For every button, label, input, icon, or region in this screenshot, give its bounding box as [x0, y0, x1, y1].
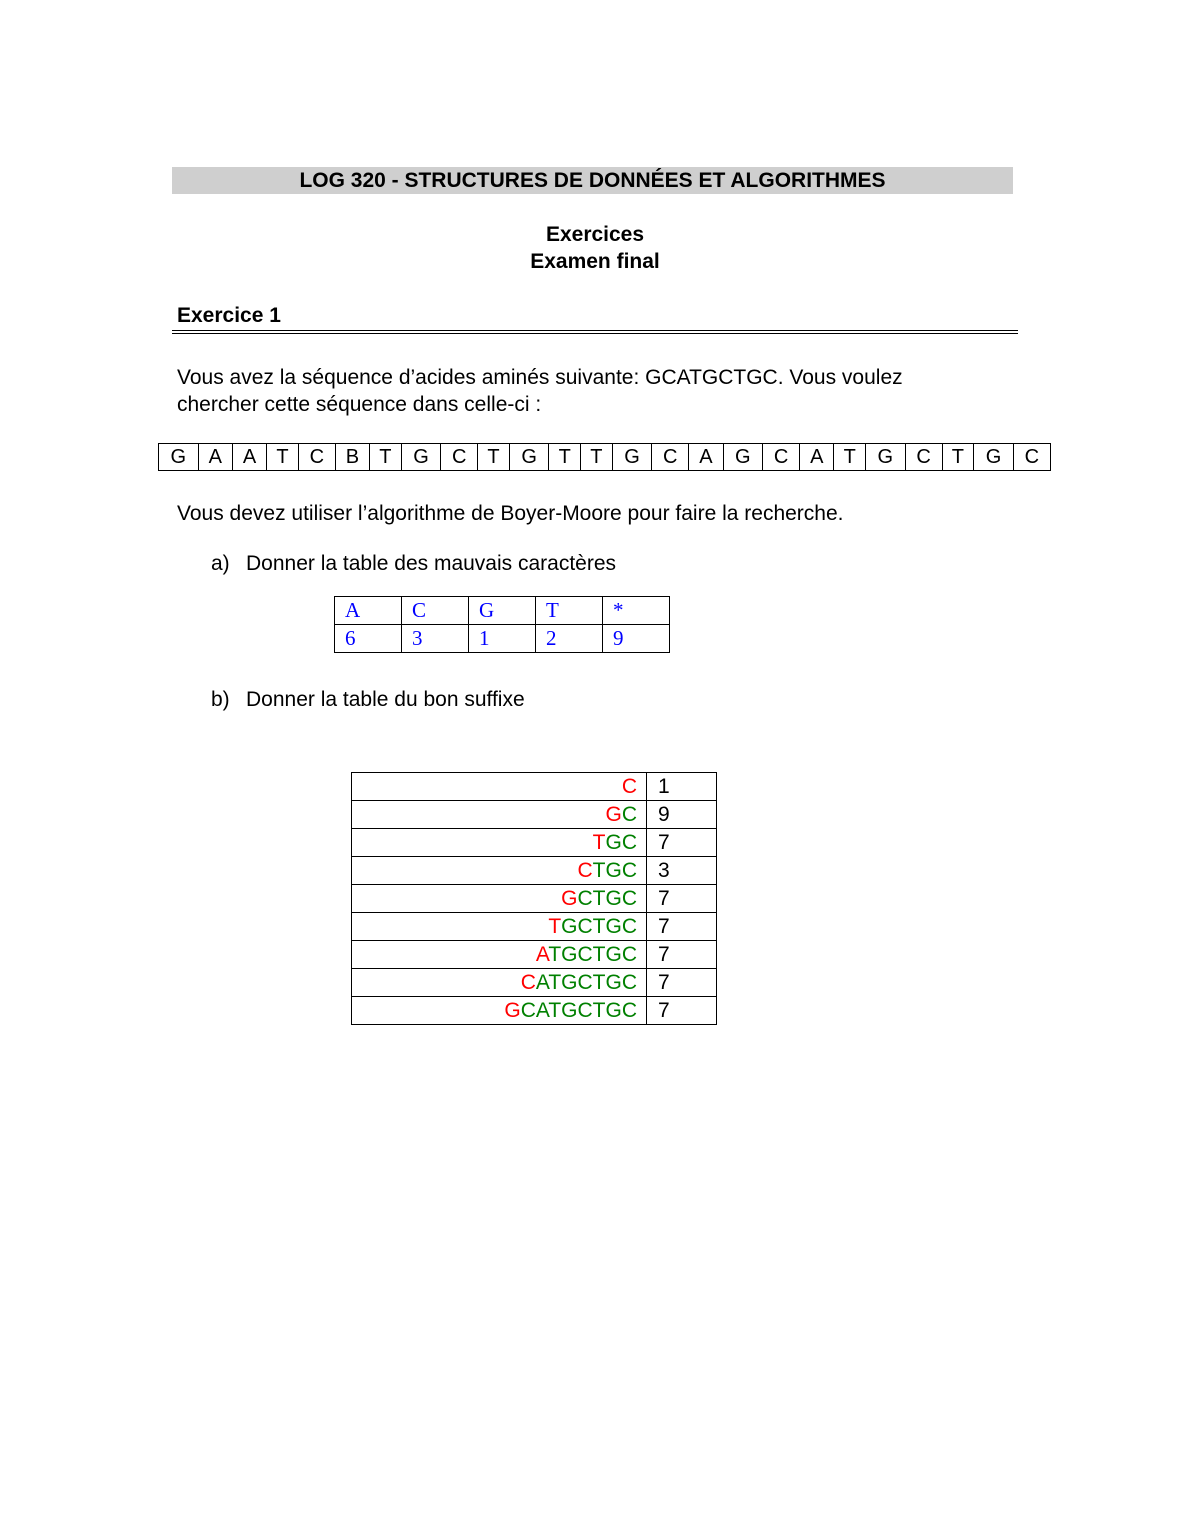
exercise-title: Exercice 1 [177, 304, 281, 327]
sequence-row [159, 444, 1051, 471]
mismatch-char: G [605, 803, 622, 826]
intro-line-1: Vous avez la séquence d’acides aminés suivante: GCATGCTGC. Vous voulez [177, 366, 903, 389]
bad-char-symbol: G [469, 597, 536, 625]
good-suffix-row [352, 969, 717, 997]
suffix-cell [352, 773, 647, 801]
good-suffix-row [352, 857, 717, 885]
instruction-text: Vous devez utiliser l’algorithme de Boyer-Moore pour faire la recherche. [177, 502, 844, 525]
sequence-cell: G [401, 444, 441, 471]
sequence-cell: C [1013, 444, 1050, 471]
mismatch-char: G [504, 999, 521, 1022]
suffix-shift: 7 [647, 913, 717, 941]
matched-suffix: ATGCTGC [535, 971, 637, 994]
bad-char-symbol: T [536, 597, 603, 625]
sequence-cell: A [232, 444, 266, 471]
sequence-cell: T [942, 444, 974, 471]
suffix-shift: 3 [647, 857, 717, 885]
sequence-cell: G [723, 444, 763, 471]
sequence-cell: C [652, 444, 689, 471]
sequence-cell: A [800, 444, 834, 471]
question-b-label: b) [211, 688, 230, 711]
sequence-cell: G [612, 444, 652, 471]
question-b [211, 688, 525, 712]
course-title: LOG 320 - STRUCTURES DE DONNÉES ET ALGORITHMES [172, 167, 1013, 194]
sequence-cell: G [866, 444, 906, 471]
matched-suffix: GC [605, 831, 637, 854]
good-suffix-row [352, 773, 717, 801]
good-suffix-table [351, 772, 717, 1025]
sequence-cell: T [581, 444, 613, 471]
question-b-text: Donner la table du bon suffixe [246, 688, 525, 711]
bad-char-symbol: A [335, 597, 402, 625]
sequence-cell: T [834, 444, 866, 471]
bad-char-shift: 1 [469, 625, 536, 653]
mismatch-char: C [621, 775, 637, 798]
suffix-shift: 7 [647, 997, 717, 1025]
sequence-cell: T [267, 444, 299, 471]
bad-char-shift: 3 [402, 625, 469, 653]
mismatch-char: C [520, 971, 536, 994]
bad-char-shift: 6 [335, 625, 402, 653]
sequence-cell: G [159, 444, 199, 471]
matched-suffix: TGC [592, 859, 637, 882]
sequence-cell: G [509, 444, 549, 471]
title-underline [172, 330, 1018, 331]
search-sequence-table [158, 443, 1051, 471]
bad-char-header-row [335, 597, 670, 625]
good-suffix-row [352, 913, 717, 941]
suffix-cell [352, 857, 647, 885]
sequence-cell: C [298, 444, 335, 471]
question-a [211, 552, 616, 576]
title-underline-2 [172, 333, 1018, 334]
question-a-label: a) [211, 552, 230, 575]
good-suffix-row [352, 801, 717, 829]
good-suffix-row [352, 941, 717, 969]
sequence-cell: C [441, 444, 478, 471]
good-suffix-row [352, 829, 717, 857]
suffix-cell [352, 997, 647, 1025]
suffix-shift: 7 [647, 941, 717, 969]
bad-character-table [334, 596, 670, 653]
sequence-cell: B [335, 444, 369, 471]
suffix-shift: 9 [647, 801, 717, 829]
suffix-cell [352, 913, 647, 941]
suffix-shift: 1 [647, 773, 717, 801]
good-suffix-row [352, 885, 717, 913]
matched-suffix: CTGC [577, 887, 637, 910]
suffix-cell [352, 829, 647, 857]
matched-suffix: C [621, 803, 637, 826]
bad-char-symbol: C [402, 597, 469, 625]
bad-char-values-row [335, 625, 670, 653]
sequence-cell: T [549, 444, 581, 471]
suffix-shift: 7 [647, 829, 717, 857]
suffix-cell [352, 801, 647, 829]
bad-char-shift: 9 [603, 625, 670, 653]
mismatch-char: C [577, 859, 593, 882]
suffix-shift: 7 [647, 885, 717, 913]
sequence-cell: G [974, 444, 1014, 471]
mismatch-char: A [535, 943, 549, 966]
suffix-cell [352, 969, 647, 997]
matched-suffix: CATGCTGC [520, 999, 637, 1022]
sequence-cell: A [689, 444, 723, 471]
document-subtitle: Exercices [545, 223, 645, 246]
suffix-shift: 7 [647, 969, 717, 997]
suffix-cell [352, 941, 647, 969]
suffix-cell [352, 885, 647, 913]
matched-suffix: GCTGC [561, 915, 637, 938]
sequence-cell: T [478, 444, 510, 471]
mismatch-char: T [548, 915, 562, 938]
sequence-cell: A [198, 444, 232, 471]
bad-char-shift: 2 [536, 625, 603, 653]
mismatch-char: G [561, 887, 578, 910]
matched-suffix: TGCTGC [548, 943, 637, 966]
bad-char-symbol: * [603, 597, 670, 625]
intro-line-2: chercher cette séquence dans celle-ci : [177, 393, 542, 416]
sequence-cell: C [905, 444, 942, 471]
mismatch-char: T [592, 831, 606, 854]
question-a-text: Donner la table des mauvais caractères [246, 552, 617, 575]
good-suffix-row [352, 997, 717, 1025]
document-subtitle-2: Examen final [530, 250, 660, 273]
sequence-cell: T [370, 444, 402, 471]
sequence-cell: C [763, 444, 800, 471]
